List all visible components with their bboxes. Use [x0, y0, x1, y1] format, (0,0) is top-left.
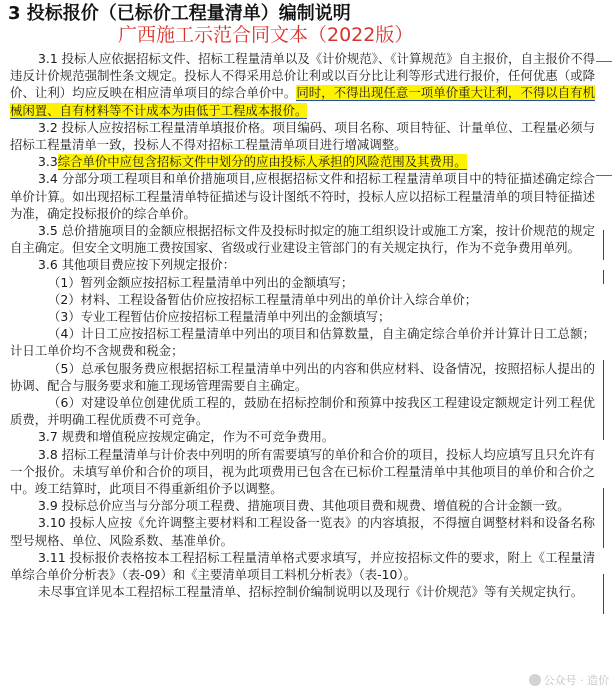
list-item: （3）专业工程暂估价应按招标工程量清单中列出的金额填写；	[48, 309, 391, 325]
highlighted-text: 同时，不得出现任意一项单价重大让利，不得以自有机械闲置、自有材料等不计成本为由低于工程成本报价。	[10, 85, 596, 118]
footer-logo	[529, 672, 610, 688]
paragraph-3-3	[10, 153, 595, 170]
footer-logo-text: 公众号 · 造价	[543, 674, 609, 687]
paragraph-3-2: 3.2 投标人应按招标工程量清单填报价格。项目编码、项目名称、项目特征、计量单位、工程量必须与招标工程量清单一致，投标人不得对招标工程量清单项目进行增减调整。	[10, 119, 595, 153]
page-title: 3 投标报价（已标价工程量清单）编制说明	[8, 3, 351, 24]
paragraph-3-4: 3.4 分部分项工程项目和单价措施项目,应根据招标文件和招标工程量清单项目中的特征描述确定综合单价计算。如出现招标工程量清单特征描述与设计图纸不符时，投标人应以招标工程量清单的项目特征描述为准，确定投标报价的综合单价。	[10, 171, 595, 221]
paragraph-3-11: 3.11 投标报价表格按本工程招标工程量清单格式要求填写，并应按招标文件的要求，附上《工程量清单综合单价分析表》（表-09）和《主要清单项目工料机分析表》（表-10）。	[10, 549, 595, 583]
list-item: （5）总承包服务费应根据招标工程量清单中列出的内容和供应材料、设备情况，按照招标人提出的协调、配合与服务要求和施工现场管理需要自主确定。	[10, 360, 595, 393]
list-item: （4）计日工应按招标工程量清单中列出的项目和估算数量，自主确定综合单价并计算计日工总额；计日工单价均不含规费和税金；	[10, 326, 595, 359]
clause-number: 3.3	[38, 154, 58, 170]
revision-bar	[603, 574, 604, 614]
list-item: （6）对建设单位创建优质工程的，鼓励在招标控制价和预算中按我区工程建设定额规定计列工程优质费，并明确工程优质费不可竞争。	[10, 395, 595, 428]
list-item: （1）暂列金额应按招标工程量清单中列出的金额填写；	[48, 274, 354, 290]
revision-bar	[603, 270, 604, 284]
annotation-line	[596, 61, 612, 62]
paragraph-text: 3.1 投标人应依据招标文件、招标工程量清单以及《计价规范》、《计算规范》自主报价，自主报价不得违反计价规范强制性条文规定。投标人不得采用总价让利或以百分比让利等形式进行报价，任何优惠（或降价、让利）均应反映在相应清单项目的综合单价中。	[10, 51, 595, 101]
revision-bar	[603, 230, 604, 260]
wechat-icon	[529, 674, 541, 686]
paragraph-3-6: 3.6 其他项目费应按下列规定报价：	[38, 257, 236, 273]
revision-bar	[603, 488, 604, 548]
annotation-line	[596, 175, 612, 176]
document-body	[10, 50, 595, 601]
paragraph-3-1	[10, 50, 595, 119]
highlighted-text: 综合单价中应包含招标文件中划分的应由投标人承担的风险范围及其费用。	[57, 154, 467, 170]
paragraph-closing: 未尽事宜详见本工程招标工程量清单、招标控制价编制说明以及现行《计价规范》等有关规定执行。	[38, 584, 584, 600]
paragraph-3-10: 3.10 投标人应按《允许调整主要材料和工程设备一览表》的内容填报，不得擅自调整材料和设备名称型号规格、单位、风险系数、基准单价。	[10, 515, 595, 548]
paragraph-3-5: 3.5 总价措施项目的金额应根据招标文件及投标时拟定的施工组织设计或施工方案，按计价规范的规定自主确定。但安全文明施工费按国家、省级或行业建设主管部门的有关规定执行，作为不竞争费用单列。	[10, 223, 595, 256]
list-item: （2）材料、工程设备暂估价应按招标工程量清单中列出的单价计入综合单价；	[48, 291, 478, 307]
revision-bar	[603, 360, 604, 440]
watermark-text: 广西施工示范合同文本（2022版）	[118, 24, 414, 46]
paragraph-3-9: 3.9 投标总价应当与分部分项工程费、措施项目费、其他项目费和规费、增值税的合计金额一致。	[38, 498, 570, 514]
paragraph-3-8: 3.8 招标工程量清单与计价表中列明的所有需要填写的单价和合价的项目，投标人均应填写且只允许有一个报价。未填写单价和合价的项目，视为此项费用已包含在已标价工程量清单中其他项目的单价和合价之中。竣工结算时，此项目不得重新组价予以调整。	[10, 446, 595, 497]
paragraph-3-7: 3.7 规费和增值税应按规定确定，作为不可竞争费用。	[38, 429, 335, 445]
